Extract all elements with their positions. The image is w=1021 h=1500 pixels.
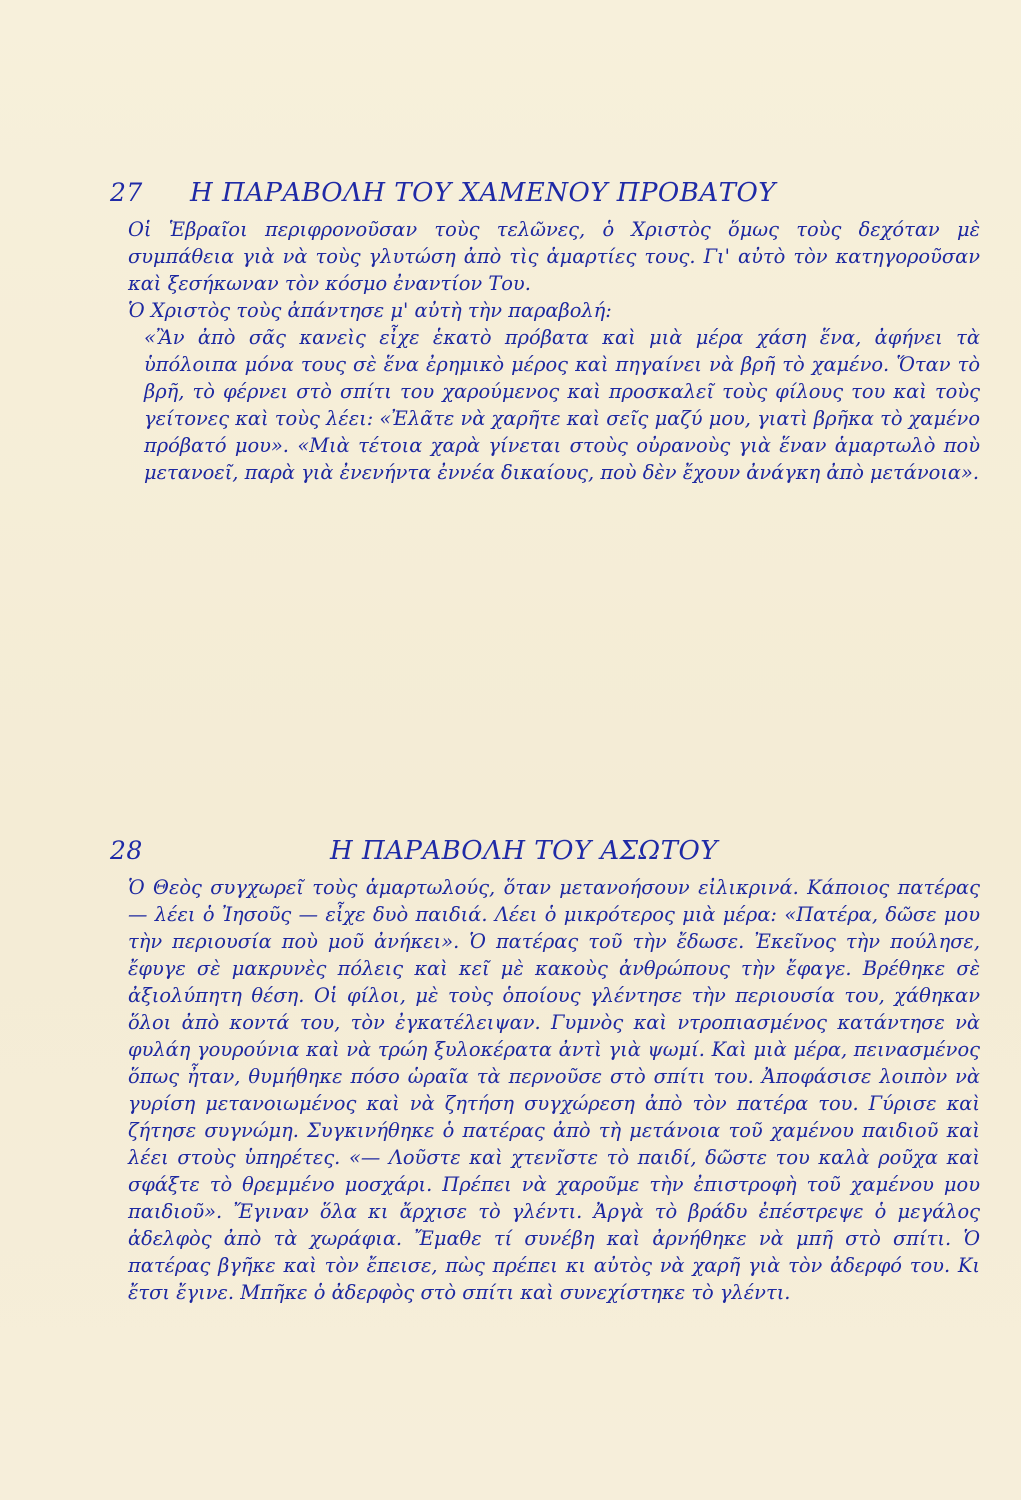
section-title: Η ΠΑΡΑΒΟΛΗ ΤΟΥ ΧΑΜΕΝΟΥ ΠΡΟΒΑΤΟΥ xyxy=(190,178,776,208)
section-heading xyxy=(110,172,980,216)
section-number: 27 xyxy=(110,178,143,207)
section-number: 28 xyxy=(110,836,143,865)
section-body xyxy=(110,874,980,1306)
section-body xyxy=(110,216,980,486)
section-title: Η ΠΑΡΑΒΟΛΗ ΤΟΥ ΑΣΩΤΟΥ xyxy=(330,836,718,866)
paragraph: Ὁ Χριστὸς τοὺς ἀπάντησε μ' αὐτὴ τὴν παραβολή: xyxy=(128,299,612,322)
paragraph: Οἱ Ἑβραῖοι περιφρονοῦσαν τοὺς τελῶνες, ὁ Χριστὸς ὅμως τοὺς δεχόταν μὲ συμπάθεια γιὰ νὰ τοὺς γλυτώση ἀπὸ τὶς ἁμαρτίες τους. Γι' αὐτὸ τὸν κατηγοροῦσαν καὶ ξεσήκωναν τὸν κόσμο ἐναντίον Του. xyxy=(128,218,980,295)
section-heading xyxy=(110,830,980,874)
section-prodigal-son xyxy=(110,830,980,1306)
paragraph: Ὁ Θεὸς συγχωρεῖ τοὺς ἁμαρτωλούς, ὅταν μετανοήσουν εἰλικρινά. Κάποιος πατέρας — λέει ὁ Ἰησοῦς — εἶχε δυὸ παιδιά. Λέει ὁ μικρότερος μιὰ μέρα: «Πατέρα, δῶσε μου τὴν περιουσία ποὺ μοῦ ἀνήκει». Ὁ πατέρας τοῦ τὴν ἔδωσε. Ἐκεῖνος τὴν πούλησε, ἔφυγε σὲ μακρυνὲς πόλεις καὶ κεῖ μὲ κακοὺς ἀνθρώπους τὴν ἔφαγε. Βρέθηκε σὲ ἀξιολύπητη θέση. Οἱ φίλοι, μὲ τοὺς ὁποίους γλέντησε τὴν περιουσία του, χάθηκαν ὅλοι ἀπὸ κοντά του, τὸν ἐγκατέλειψαν. Γυμνὸς καὶ ντροπιασμένος κατάντησε νὰ φυλάη γουρούνια καὶ νὰ τρώη ξυλοκέρατα ἀντὶ γιὰ ψωμί. Καὶ μιὰ μέρα, πεινασμένος ὅπως ἦταν, θυμήθηκε πόσο ὡραῖα τὰ περνοῦσε στὸ σπίτι του. Ἀποφάσισε λοιπὸν νὰ γυρίση μετανοιωμένος καὶ νὰ ζητήση συγχώρεση ἀπὸ τὸν πατέρα του. Γύρισε καὶ ζήτησε συγνώμη. Συγκινήθηκε ὁ πατέρας ἀπὸ τὴ μετάνοια τοῦ χαμένου παιδιοῦ καὶ λέει στοὺς ὑπηρέτες. «— Λοῦστε καὶ χτενῖστε τὸ παιδί, δῶστε του καλὰ ροῦχα καὶ σφάξτε τὸ θρεμμένο μοσχάρι. Πρέπει νὰ χαροῦμε τὴν ἐπιστροφὴ τοῦ χαμένου μου παιδιοῦ». Ἔγιναν ὅλα κι ἄρχισε τὸ γλέντι. Ἀργὰ τὸ βράδυ ἐπέστρεψε ὁ μεγάλος ἀδελφὸς ἀπὸ τὰ χωράφια. Ἔμαθε τί συνέβη καὶ ἀρνήθηκε νὰ μπῆ στὸ σπίτι. Ὁ πατέρας βγῆκε καὶ τὸν ἔπεισε, πὼς πρέπει κι αὐτὸς νὰ χαρῆ γιὰ τὸν ἀδερφό του. Κι ἔτσι ἔγινε. Μπῆκε ὁ ἀδερφὸς στὸ σπίτι καὶ συνεχίστηκε τὸ γλέντι. xyxy=(128,876,980,1304)
paragraph: «Ἂν ἀπὸ σᾶς κανεὶς εἶχε ἑκατὸ πρόβατα καὶ μιὰ μέρα χάση ἕνα, ἀφήνει τὰ ὑπόλοιπα μόνα τους σὲ ἕνα ἐρημικὸ μέρος καὶ πηγαίνει νὰ βρῆ τὸ χαμένο. Ὅταν τὸ βρῆ, τὸ φέρνει στὸ σπίτι του χαρούμενος καὶ προσκαλεῖ τοὺς φίλους του καὶ τοὺς γείτονες καὶ τοὺς λέει: «Ἐλᾶτε νὰ χαρῆτε καὶ σεῖς μαζύ μου, γιατὶ βρῆκα τὸ χαμένο πρόβατό μου». «Μιὰ τέτοια χαρὰ γίνεται στοὺς οὐρανοὺς γιὰ ἕναν ἁμαρτωλὸ ποὺ μετανοεῖ, παρὰ γιὰ ἐνενήντα ἐννέα δικαίους, ποὺ δὲν ἔχουν ἀνάγκη ἀπὸ μετάνοια». xyxy=(144,326,980,484)
section-lost-sheep xyxy=(110,172,980,486)
